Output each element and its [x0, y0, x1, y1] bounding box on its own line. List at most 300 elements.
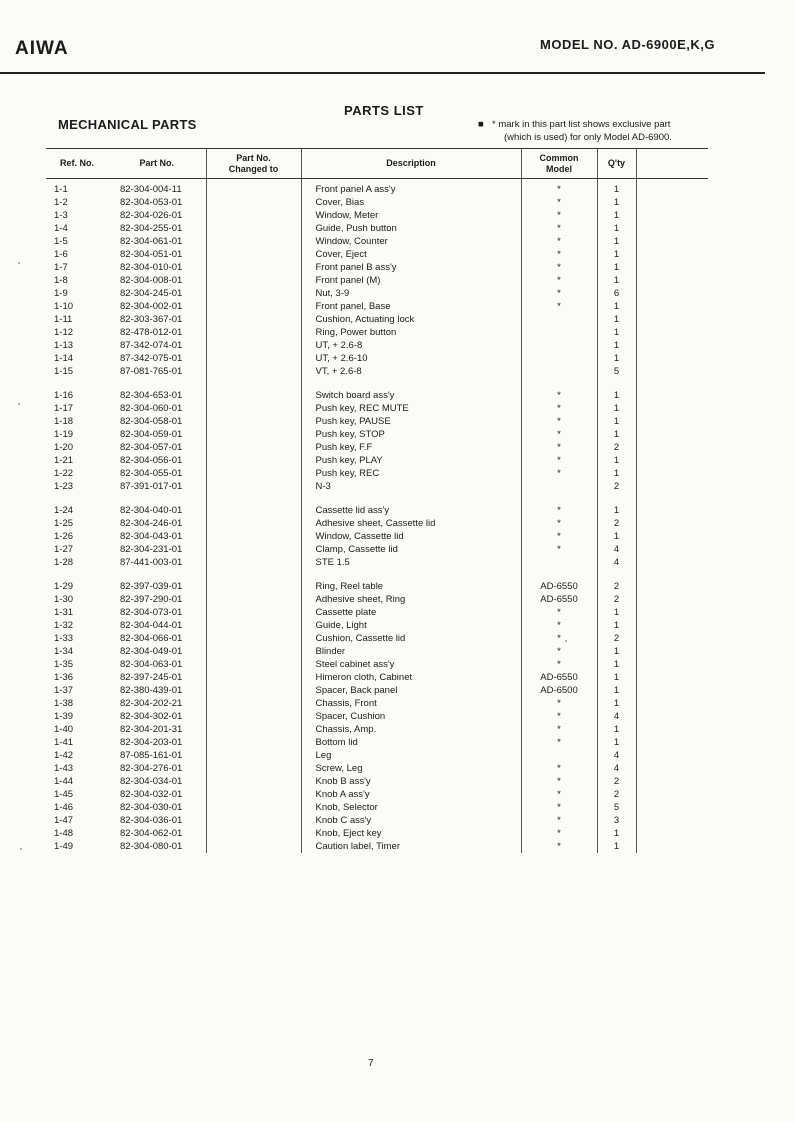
changed-to-cell	[206, 326, 301, 339]
part-no-cell: 87-081-765-01	[120, 366, 183, 377]
table-row	[46, 196, 708, 209]
part-no-cell: 82-304-202-21	[120, 698, 183, 709]
qty-cell: 1	[597, 179, 636, 197]
qty-cell: 2	[597, 632, 636, 645]
changed-to-cell	[206, 530, 301, 543]
table-row	[46, 606, 708, 619]
qty-cell: 1	[597, 454, 636, 467]
ref-no-cell: 1-10	[54, 301, 74, 312]
description-cell: UT, + 2.6-10	[301, 352, 521, 365]
common-model-cell: *	[521, 827, 597, 840]
ref-no-cell: 1-40	[54, 724, 74, 735]
ref-no-cell: 1-24	[54, 505, 74, 516]
spacer-cell	[636, 326, 708, 339]
spacer-cell	[636, 179, 708, 197]
part-no-cell: 82-304-034-01	[120, 776, 183, 787]
common-model-cell: *	[521, 697, 597, 710]
changed-to-cell	[206, 365, 301, 378]
part-no-cell: 82-397-039-01	[120, 581, 183, 592]
col-spacer	[636, 149, 708, 179]
changed-to-cell	[206, 840, 301, 853]
changed-to-cell	[206, 801, 301, 814]
table-row	[46, 556, 708, 569]
description-cell: Leg	[301, 749, 521, 762]
spacer-cell	[636, 619, 708, 632]
qty-cell: 2	[597, 775, 636, 788]
part-no-cell: 82-304-004-11	[120, 184, 182, 195]
spacer-cell	[636, 339, 708, 352]
qty-cell: 1	[597, 415, 636, 428]
ref-no-cell: 1-45	[54, 789, 74, 800]
spacer-cell	[636, 235, 708, 248]
changed-to-cell	[206, 517, 301, 530]
part-no-cell: 82-304-008-01	[120, 275, 183, 286]
changed-to-cell	[206, 179, 301, 197]
description-cell: Knob A ass'y	[301, 788, 521, 801]
changed-to-cell	[206, 339, 301, 352]
part-no-cell: 82-303-367-01	[120, 314, 183, 325]
part-no-cell: 82-304-246-01	[120, 518, 183, 529]
qty-cell: 1	[597, 840, 636, 853]
spacer-cell	[636, 658, 708, 671]
ref-no-cell: 1-13	[54, 340, 74, 351]
common-model-cell: *	[521, 517, 597, 530]
common-model-cell	[521, 326, 597, 339]
ref-no-cell: 1-46	[54, 802, 74, 813]
qty-cell: 1	[597, 326, 636, 339]
part-no-cell: 82-304-073-01	[120, 607, 183, 618]
scan-speck	[18, 262, 20, 264]
spacer-cell	[636, 313, 708, 326]
part-no-cell: 82-304-010-01	[120, 262, 183, 273]
part-no-cell: 87-085-161-01	[120, 750, 183, 761]
qty-cell: 1	[597, 313, 636, 326]
common-model-cell: AD-6550	[521, 671, 597, 684]
part-no-cell: 82-304-055-01	[120, 468, 183, 479]
common-model-cell: *	[521, 196, 597, 209]
qty-cell: 2	[597, 517, 636, 530]
changed-to-cell	[206, 352, 301, 365]
spacer-cell	[636, 209, 708, 222]
note-bullet-icon: ■	[478, 119, 484, 130]
spacer-cell	[636, 671, 708, 684]
qty-cell: 1	[597, 222, 636, 235]
note-line-2: (which is used) for only Model AD-6900.	[504, 132, 672, 143]
description-cell: Clamp, Cassette lid	[301, 543, 521, 556]
qty-cell: 1	[597, 196, 636, 209]
table-row	[46, 300, 708, 313]
table-row	[46, 671, 708, 684]
col-ref-no: Ref. No.	[46, 149, 108, 179]
col-common-line2: Model	[546, 163, 572, 174]
spacer-cell	[636, 543, 708, 556]
col-common-line1: Common	[539, 152, 579, 163]
ref-no-cell: 1-34	[54, 646, 74, 657]
part-no-cell: 82-304-255-01	[120, 223, 183, 234]
spacer-cell	[636, 736, 708, 749]
description-cell: Window, Meter	[301, 209, 521, 222]
table-row	[46, 402, 708, 415]
ref-no-cell: 1-14	[54, 353, 74, 364]
spacer-cell	[636, 428, 708, 441]
common-model-cell: *	[521, 840, 597, 853]
changed-to-cell	[206, 658, 301, 671]
ref-no-cell: 1-48	[54, 828, 74, 839]
table-row	[46, 441, 708, 454]
part-no-cell: 82-304-245-01	[120, 288, 183, 299]
changed-to-cell	[206, 645, 301, 658]
common-model-cell: *	[521, 428, 597, 441]
description-cell: Cushion, Cassette lid	[301, 632, 521, 645]
table-row	[46, 593, 708, 606]
description-cell: N-3	[301, 480, 521, 493]
part-no-cell: 82-304-231-01	[120, 544, 183, 555]
qty-cell: 1	[597, 530, 636, 543]
part-no-cell: 82-304-066-01	[120, 633, 183, 644]
table-row	[46, 389, 708, 402]
ref-no-cell: 1-1	[54, 184, 68, 195]
qty-cell: 1	[597, 684, 636, 697]
changed-to-cell	[206, 814, 301, 827]
table-row	[46, 580, 708, 593]
common-model-cell: *	[521, 441, 597, 454]
changed-to-cell	[206, 723, 301, 736]
col-changed-to-line1: Part No.	[236, 152, 271, 163]
table-row	[46, 365, 708, 378]
page-title: PARTS LIST	[344, 103, 424, 118]
ref-no-cell: 1-31	[54, 607, 74, 618]
part-no-cell: 82-304-051-01	[120, 249, 183, 260]
qty-cell: 1	[597, 723, 636, 736]
qty-cell: 1	[597, 428, 636, 441]
spacer-cell	[636, 775, 708, 788]
common-model-cell: *	[521, 179, 597, 197]
ref-no-cell: 1-8	[54, 275, 68, 286]
spacer-cell	[636, 684, 708, 697]
common-model-cell	[521, 556, 597, 569]
table-row	[46, 313, 708, 326]
changed-to-cell	[206, 274, 301, 287]
qty-cell: 1	[597, 606, 636, 619]
part-no-cell: 82-304-653-01	[120, 390, 183, 401]
model-number: MODEL NO. AD-6900E,K,G	[540, 37, 715, 52]
part-no-cell: 82-304-203-01	[120, 737, 183, 748]
description-cell: Front panel, Base	[301, 300, 521, 313]
changed-to-cell	[206, 222, 301, 235]
part-no-cell: 82-304-061-01	[120, 236, 183, 247]
table-row	[46, 710, 708, 723]
spacer-cell	[636, 415, 708, 428]
common-model-cell: *	[521, 723, 597, 736]
spacer-cell	[636, 632, 708, 645]
table-row	[46, 454, 708, 467]
changed-to-cell	[206, 415, 301, 428]
common-model-cell: *	[521, 504, 597, 517]
changed-to-cell	[206, 248, 301, 261]
description-cell: Switch board ass'y	[301, 389, 521, 402]
ref-no-cell: 1-39	[54, 711, 74, 722]
changed-to-cell	[206, 697, 301, 710]
qty-cell: 5	[597, 365, 636, 378]
table-row	[46, 658, 708, 671]
ref-no-cell: 1-47	[54, 815, 74, 826]
table-row	[46, 517, 708, 530]
table-row	[46, 684, 708, 697]
changed-to-cell	[206, 313, 301, 326]
table-row	[46, 248, 708, 261]
description-cell: Caution label, Timer	[301, 840, 521, 853]
part-no-cell: 82-304-026-01	[120, 210, 183, 221]
table-row	[46, 480, 708, 493]
common-model-cell: *	[521, 261, 597, 274]
ref-no-cell: 1-27	[54, 544, 74, 555]
table-row	[46, 788, 708, 801]
spacer-cell	[636, 274, 708, 287]
ref-no-cell: 1-15	[54, 366, 74, 377]
description-cell: Cushion, Actuating lock	[301, 313, 521, 326]
changed-to-cell	[206, 300, 301, 313]
table-row	[46, 209, 708, 222]
spacer-cell	[636, 352, 708, 365]
qty-cell: 1	[597, 827, 636, 840]
description-cell: UT, + 2.6-8	[301, 339, 521, 352]
spacer-cell	[636, 467, 708, 480]
spacer-cell	[636, 196, 708, 209]
table-row	[46, 179, 708, 197]
description-cell: Push key, F.F	[301, 441, 521, 454]
spacer-cell	[636, 645, 708, 658]
changed-to-cell	[206, 762, 301, 775]
ref-no-cell: 1-3	[54, 210, 68, 221]
table-row	[46, 287, 708, 300]
qty-cell: 1	[597, 209, 636, 222]
table-header-row	[46, 149, 708, 179]
qty-cell: 1	[597, 389, 636, 402]
table-row	[46, 814, 708, 827]
table-row	[46, 632, 708, 645]
table-row	[46, 235, 708, 248]
qty-cell: 4	[597, 762, 636, 775]
spacer-cell	[636, 593, 708, 606]
spacer-cell	[636, 365, 708, 378]
description-cell: Knob, Selector	[301, 801, 521, 814]
table-row	[46, 415, 708, 428]
part-no-cell: 82-304-080-01	[120, 841, 183, 852]
description-cell: Spacer, Back panel	[301, 684, 521, 697]
table-row	[46, 723, 708, 736]
qty-cell: 1	[597, 645, 636, 658]
ref-no-cell: 1-2	[54, 197, 68, 208]
spacer-cell	[636, 762, 708, 775]
qty-cell: 3	[597, 814, 636, 827]
ref-no-cell: 1-19	[54, 429, 74, 440]
qty-cell: 4	[597, 749, 636, 762]
description-cell: Bottom lid	[301, 736, 521, 749]
common-model-cell: *	[521, 530, 597, 543]
changed-to-cell	[206, 261, 301, 274]
group-gap-row	[46, 493, 708, 504]
qty-cell: 1	[597, 697, 636, 710]
table-row	[46, 339, 708, 352]
part-no-cell: 82-304-062-01	[120, 828, 183, 839]
spacer-cell	[636, 287, 708, 300]
qty-cell: 2	[597, 788, 636, 801]
changed-to-cell	[206, 556, 301, 569]
common-model-cell: *	[521, 415, 597, 428]
changed-to-cell	[206, 543, 301, 556]
section-title: MECHANICAL PARTS	[58, 117, 197, 132]
changed-to-cell	[206, 593, 301, 606]
part-no-cell: 82-304-056-01	[120, 455, 183, 466]
table-row	[46, 827, 708, 840]
table-row	[46, 543, 708, 556]
ref-no-cell: 1-32	[54, 620, 74, 631]
col-changed-to-line2: Changed to	[228, 163, 279, 174]
part-no-cell: 82-304-043-01	[120, 531, 183, 542]
spacer-cell	[636, 222, 708, 235]
description-cell: Knob C ass'y	[301, 814, 521, 827]
ref-no-cell: 1-33	[54, 633, 74, 644]
group-gap-row	[46, 569, 708, 580]
spacer-cell	[636, 580, 708, 593]
ref-no-cell: 1-41	[54, 737, 74, 748]
changed-to-cell	[206, 684, 301, 697]
part-no-cell: 82-397-245-01	[120, 672, 183, 683]
description-cell: Push key, PAUSE	[301, 415, 521, 428]
spacer-cell	[636, 801, 708, 814]
common-model-cell: *	[521, 467, 597, 480]
changed-to-cell	[206, 209, 301, 222]
changed-to-cell	[206, 736, 301, 749]
changed-to-cell	[206, 788, 301, 801]
note-line-1: * mark in this part list shows exclusive part	[492, 119, 671, 130]
qty-cell: 4	[597, 543, 636, 556]
table-row	[46, 352, 708, 365]
group-gap-row	[46, 378, 708, 389]
changed-to-cell	[206, 402, 301, 415]
description-cell: Window, Counter	[301, 235, 521, 248]
ref-no-cell: 1-22	[54, 468, 74, 479]
changed-to-cell	[206, 606, 301, 619]
qty-cell: 2	[597, 480, 636, 493]
qty-cell: 1	[597, 274, 636, 287]
ref-no-cell: 1-29	[54, 581, 74, 592]
description-cell: Push key, PLAY	[301, 454, 521, 467]
qty-cell: 6	[597, 287, 636, 300]
description-cell: Push key, REC MUTE	[301, 402, 521, 415]
ref-no-cell: 1-43	[54, 763, 74, 774]
ref-no-cell: 1-42	[54, 750, 74, 761]
description-cell: Front panel B ass'y	[301, 261, 521, 274]
changed-to-cell	[206, 749, 301, 762]
description-cell: Spacer, Cushion	[301, 710, 521, 723]
common-model-cell: *	[521, 209, 597, 222]
common-model-cell: *	[521, 801, 597, 814]
part-no-cell: 82-304-058-01	[120, 416, 183, 427]
ref-no-cell: 1-9	[54, 288, 68, 299]
description-cell: Front panel (M)	[301, 274, 521, 287]
col-changed-to	[206, 149, 301, 179]
part-no-cell: 82-304-002-01	[120, 301, 183, 312]
changed-to-cell	[206, 710, 301, 723]
changed-to-cell	[206, 428, 301, 441]
qty-cell: 1	[597, 671, 636, 684]
ref-no-cell: 1-11	[54, 314, 73, 325]
ref-no-cell: 1-44	[54, 776, 74, 787]
spacer-cell	[636, 827, 708, 840]
qty-cell: 2	[597, 441, 636, 454]
description-cell: Nut, 3-9	[301, 287, 521, 300]
part-no-cell: 82-397-290-01	[120, 594, 183, 605]
ref-no-cell: 1-7	[54, 262, 68, 273]
description-cell: Push key, REC	[301, 467, 521, 480]
description-cell: Adhesive sheet, Ring	[301, 593, 521, 606]
common-model-cell: *	[521, 619, 597, 632]
table-row	[46, 222, 708, 235]
spacer-cell	[636, 788, 708, 801]
common-model-cell	[521, 352, 597, 365]
common-model-cell	[521, 339, 597, 352]
common-model-cell: *	[521, 710, 597, 723]
table-row	[46, 749, 708, 762]
spacer-cell	[636, 504, 708, 517]
table-row	[46, 840, 708, 853]
qty-cell: 1	[597, 339, 636, 352]
qty-cell: 5	[597, 801, 636, 814]
description-cell: Blinder	[301, 645, 521, 658]
ref-no-cell: 1-21	[54, 455, 74, 466]
qty-cell: 1	[597, 504, 636, 517]
common-model-cell: *	[521, 235, 597, 248]
common-model-cell: *	[521, 248, 597, 261]
spacer-cell	[636, 300, 708, 313]
page-number: 7	[368, 1058, 374, 1069]
common-model-cell: *	[521, 606, 597, 619]
spacer-cell	[636, 248, 708, 261]
ref-no-cell: 1-37	[54, 685, 74, 696]
common-model-cell: *	[521, 645, 597, 658]
ref-no-cell: 1-16	[54, 390, 74, 401]
qty-cell: 1	[597, 261, 636, 274]
spacer-cell	[636, 261, 708, 274]
qty-cell: 1	[597, 235, 636, 248]
ref-no-cell: 1-17	[54, 403, 74, 414]
qty-cell: 1	[597, 248, 636, 261]
ref-no-cell: 1-6	[54, 249, 68, 260]
description-cell: Screw, Leg	[301, 762, 521, 775]
spacer-cell	[636, 441, 708, 454]
table-row	[46, 530, 708, 543]
common-model-cell: *	[521, 287, 597, 300]
changed-to-cell	[206, 632, 301, 645]
description-cell: Ring, Reel table	[301, 580, 521, 593]
description-cell: STE 1.5	[301, 556, 521, 569]
changed-to-cell	[206, 235, 301, 248]
spacer-cell	[636, 723, 708, 736]
common-model-cell: AD-6550	[521, 580, 597, 593]
table-row	[46, 645, 708, 658]
spacer-cell	[636, 402, 708, 415]
description-cell: Push key, STOP	[301, 428, 521, 441]
qty-cell: 4	[597, 710, 636, 723]
description-cell: Ring, Power button	[301, 326, 521, 339]
qty-cell: 2	[597, 593, 636, 606]
changed-to-cell	[206, 671, 301, 684]
spacer-cell	[636, 480, 708, 493]
part-no-cell: 87-342-074-01	[120, 340, 183, 351]
common-model-cell	[521, 313, 597, 326]
ref-no-cell: 1-28	[54, 557, 74, 568]
